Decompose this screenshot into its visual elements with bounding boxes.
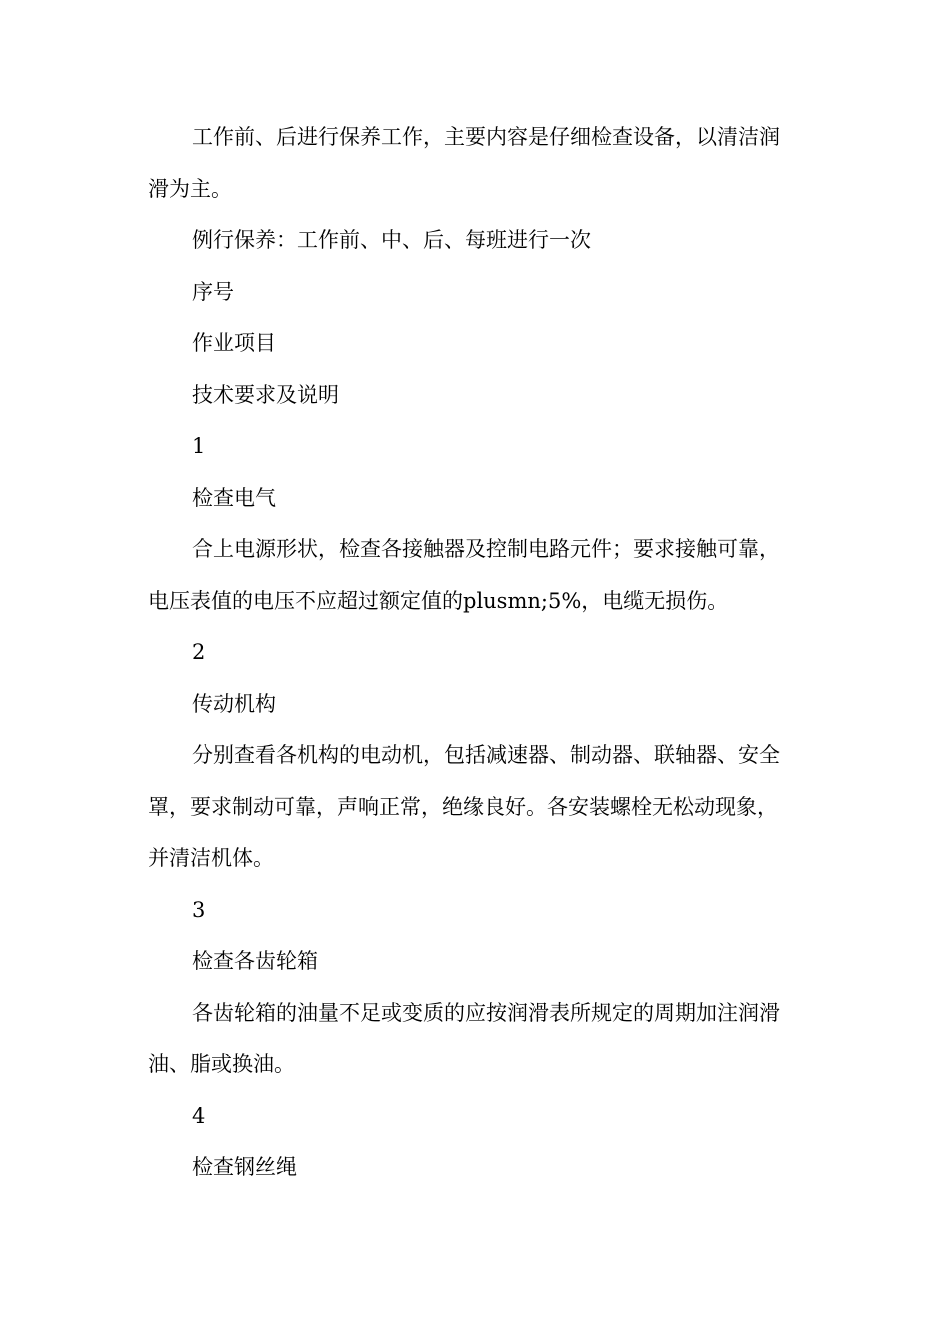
row-1-number: 1 (192, 434, 206, 458)
row-3-number: 3 (192, 897, 206, 922)
table-header-requirements: 技术要求及说明 (192, 382, 339, 407)
table-header-item: 作业项目 (192, 331, 276, 355)
row-3-item: 检查各齿轮箱 (192, 949, 318, 973)
row-1-item: 检查电气 (192, 485, 276, 510)
paragraph-routine-maintenance: 例行保养：工作前、中、后、每班进行一次 (192, 228, 591, 252)
row-4-item: 检查钢丝绳 (192, 1155, 297, 1179)
document-page (148, 112, 798, 1194)
row-2-number: 2 (192, 640, 206, 664)
table-header-number: 序号 (192, 279, 234, 304)
row-4-number: 4 (192, 1103, 206, 1128)
row-2-requirements: 分别查看各机构的电动机，包括减速器、制动器、联轴器、安全罩，要求制动可靠，声响正常，绝缘良好。各安装螺栓无松动现象，并清洁机体。 (148, 743, 780, 870)
row-3-requirements: 各齿轮箱的油量不足或变质的应按润滑表所规定的周期加注润滑油、脂或换油。 (148, 1000, 780, 1076)
paragraph-intro: 工作前、后进行保养工作，主要内容是仔细检查设备，以清洁润滑为主。 (148, 125, 780, 201)
row-2-item: 传动机构 (192, 691, 276, 716)
row-1-requirements: 合上电源形状，检查各接触器及控制电路元件；要求接触可靠，电压表值的电压不应超过额定值的plusmn;5%，电缆无损伤。 (148, 537, 780, 613)
